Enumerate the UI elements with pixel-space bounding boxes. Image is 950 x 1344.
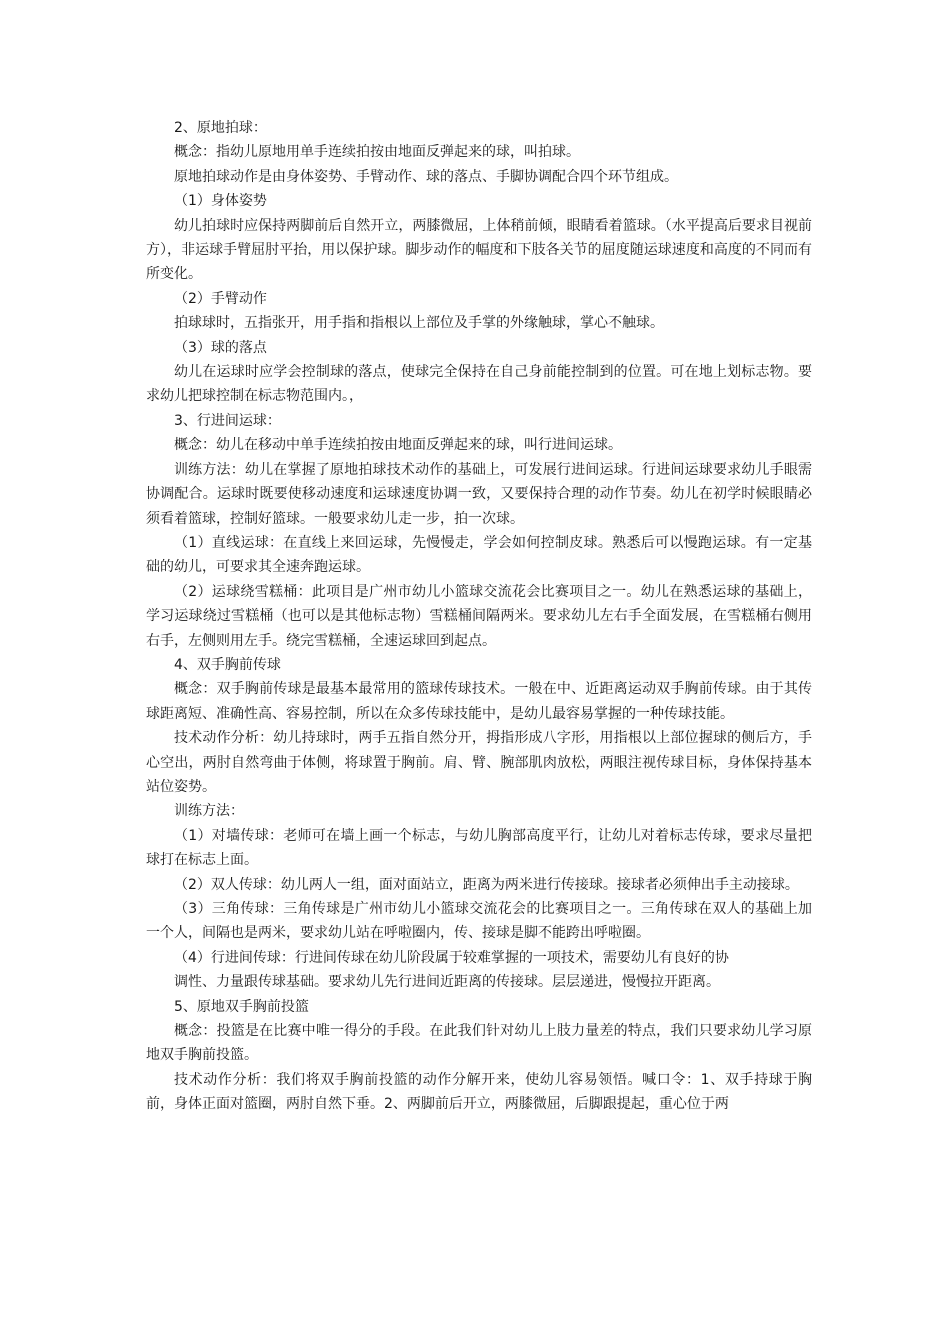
paragraph: 拍球球时，五指张开，用手指和指根以上部位及手掌的外缘触球，掌心不触球。 xyxy=(174,315,664,332)
paragraph: （1）对墙传球：老师可在墙上画一个标志，与幼儿胸部高度平行，让幼儿对着标志传球，要求尽量把球打在标志上面。 xyxy=(146,827,812,869)
paragraph: （1）直线运球：在直线上来回运球，先慢慢走，学会如何控制皮球。熟悉后可以慢跑运球。有一定基础的幼儿，可要求其全速奔跑运球。 xyxy=(146,534,812,576)
paragraph: 概念：双手胸前传球是最基本最常用的篮球传球技术。一般在中、近距离运动双手胸前传球。由于其传球距离短、准确性高、容易控制，所以在众多传球技能中，是幼儿最容易掌握的一种传球技能。 xyxy=(146,681,812,722)
paragraph: （3）三角传球：三角传球是广州市幼儿小篮球交流花会的比赛项目之一。三角传球在双人的基础上加一个人，间隔也是两米，要求幼儿站在呼啦圈内，传、接球是脚不能跨出呼啦圈。 xyxy=(146,901,812,942)
heading-chest-shot: 5、原地双手胸前投篮 xyxy=(174,998,309,1015)
paragraph: 概念：幼儿在移动中单手连续拍按由地面反弹起来的球，叫行进间运球。 xyxy=(174,437,622,454)
paragraph: 调性、力量跟传球基础。要求幼儿先行进间近距离的传接球。层层递进，慢慢拉开距离。 xyxy=(174,974,720,991)
paragraph: （2）双人传球：幼儿两人一组，面对面站立，距离为两米进行传接球。接球者必须伸出手主动接球。 xyxy=(174,876,799,893)
subheading-body-posture: （1）身体姿势 xyxy=(174,193,267,210)
paragraph: 原地拍球动作是由身体姿势、手臂动作、球的落点、手脚协调配合四个环节组成。 xyxy=(174,168,678,185)
document-body xyxy=(146,116,812,1117)
paragraph: 训练方法： xyxy=(174,803,244,820)
subheading-arm-action: （2）手臂动作 xyxy=(174,290,267,307)
paragraph: 幼儿拍球时应保持两脚前后自然开立，两膝微屈，上体稍前倾，眼睛看着篮球。（水平提高后要求目视前方），非运球手臂屈肘平抬，用以保护球。脚步动作的幅度和下肢各关节的屈度随运球速度和高度的不同而有所变化。 xyxy=(146,217,812,283)
paragraph: （2）运球绕雪糕桶：此项目是广州市幼儿小篮球交流花会比赛项目之一。幼儿在熟悉运球的基础上，学习运球绕过雪糕桶（也可以是其他标志物）雪糕桶间隔两米。要求幼儿左右手全面发展，在雪糕桶右侧用右手，左侧则用左手。绕完雪糕桶，全速运球回到起点。 xyxy=(146,583,812,649)
paragraph: 幼儿在运球时应学会控制球的落点，使球完全保持在自己身前能控制到的位置。可在地上划标志物。要求幼儿把球控制在标志物范围内。， xyxy=(146,364,812,405)
paragraph: 概念：指幼儿原地用单手连续拍按由地面反弹起来的球，叫拍球。 xyxy=(174,144,580,161)
paragraph: 技术动作分析：幼儿持球时，两手五指自然分开，拇指形成八字形，用指根以上部位握球的侧后方，手心空出，两肘自然弯曲于体侧，将球置于胸前。肩、臂、腕部肌肉放松，两眼注视传球目标，身体保持基本站位姿势。 xyxy=(146,730,812,795)
heading-chest-pass: 4、双手胸前传球 xyxy=(174,656,281,673)
subheading-ball-landing: （3）球的落点 xyxy=(174,339,267,356)
paragraph: （4）行进间传球：行进间传球在幼儿阶段属于较难掌握的一项技术，需要幼儿有良好的协 xyxy=(174,949,729,966)
paragraph: 技术动作分析：我们将双手胸前投篮的动作分解开来，使幼儿容易领悟。喊口令：1、双手持球于胸前，身体正面对篮圈，两肘自然下垂。2、两脚前后开立，两膝微屈，后脚跟提起，重心位于两 xyxy=(146,1071,812,1113)
paragraph: 概念：投篮是在比赛中唯一得分的手段。在此我们针对幼儿上肢力量差的特点，我们只要求幼儿学习原地双手胸前投篮。 xyxy=(146,1023,812,1064)
heading-dribble-in-place: 2、原地拍球： xyxy=(174,120,267,136)
heading-moving-dribble: 3、行进间运球： xyxy=(174,412,281,429)
paragraph: 训练方法：幼儿在掌握了原地拍球技术动作的基础上，可发展行进间运球。行进间运球要求幼儿手眼需协调配合。运球时既要使移动速度和运球速度协调一致，又要保持合理的动作节奏。幼儿在初学时候眼睛必须看着篮球，控制好篮球。一般要求幼儿走一步，拍一次球。 xyxy=(146,461,812,527)
